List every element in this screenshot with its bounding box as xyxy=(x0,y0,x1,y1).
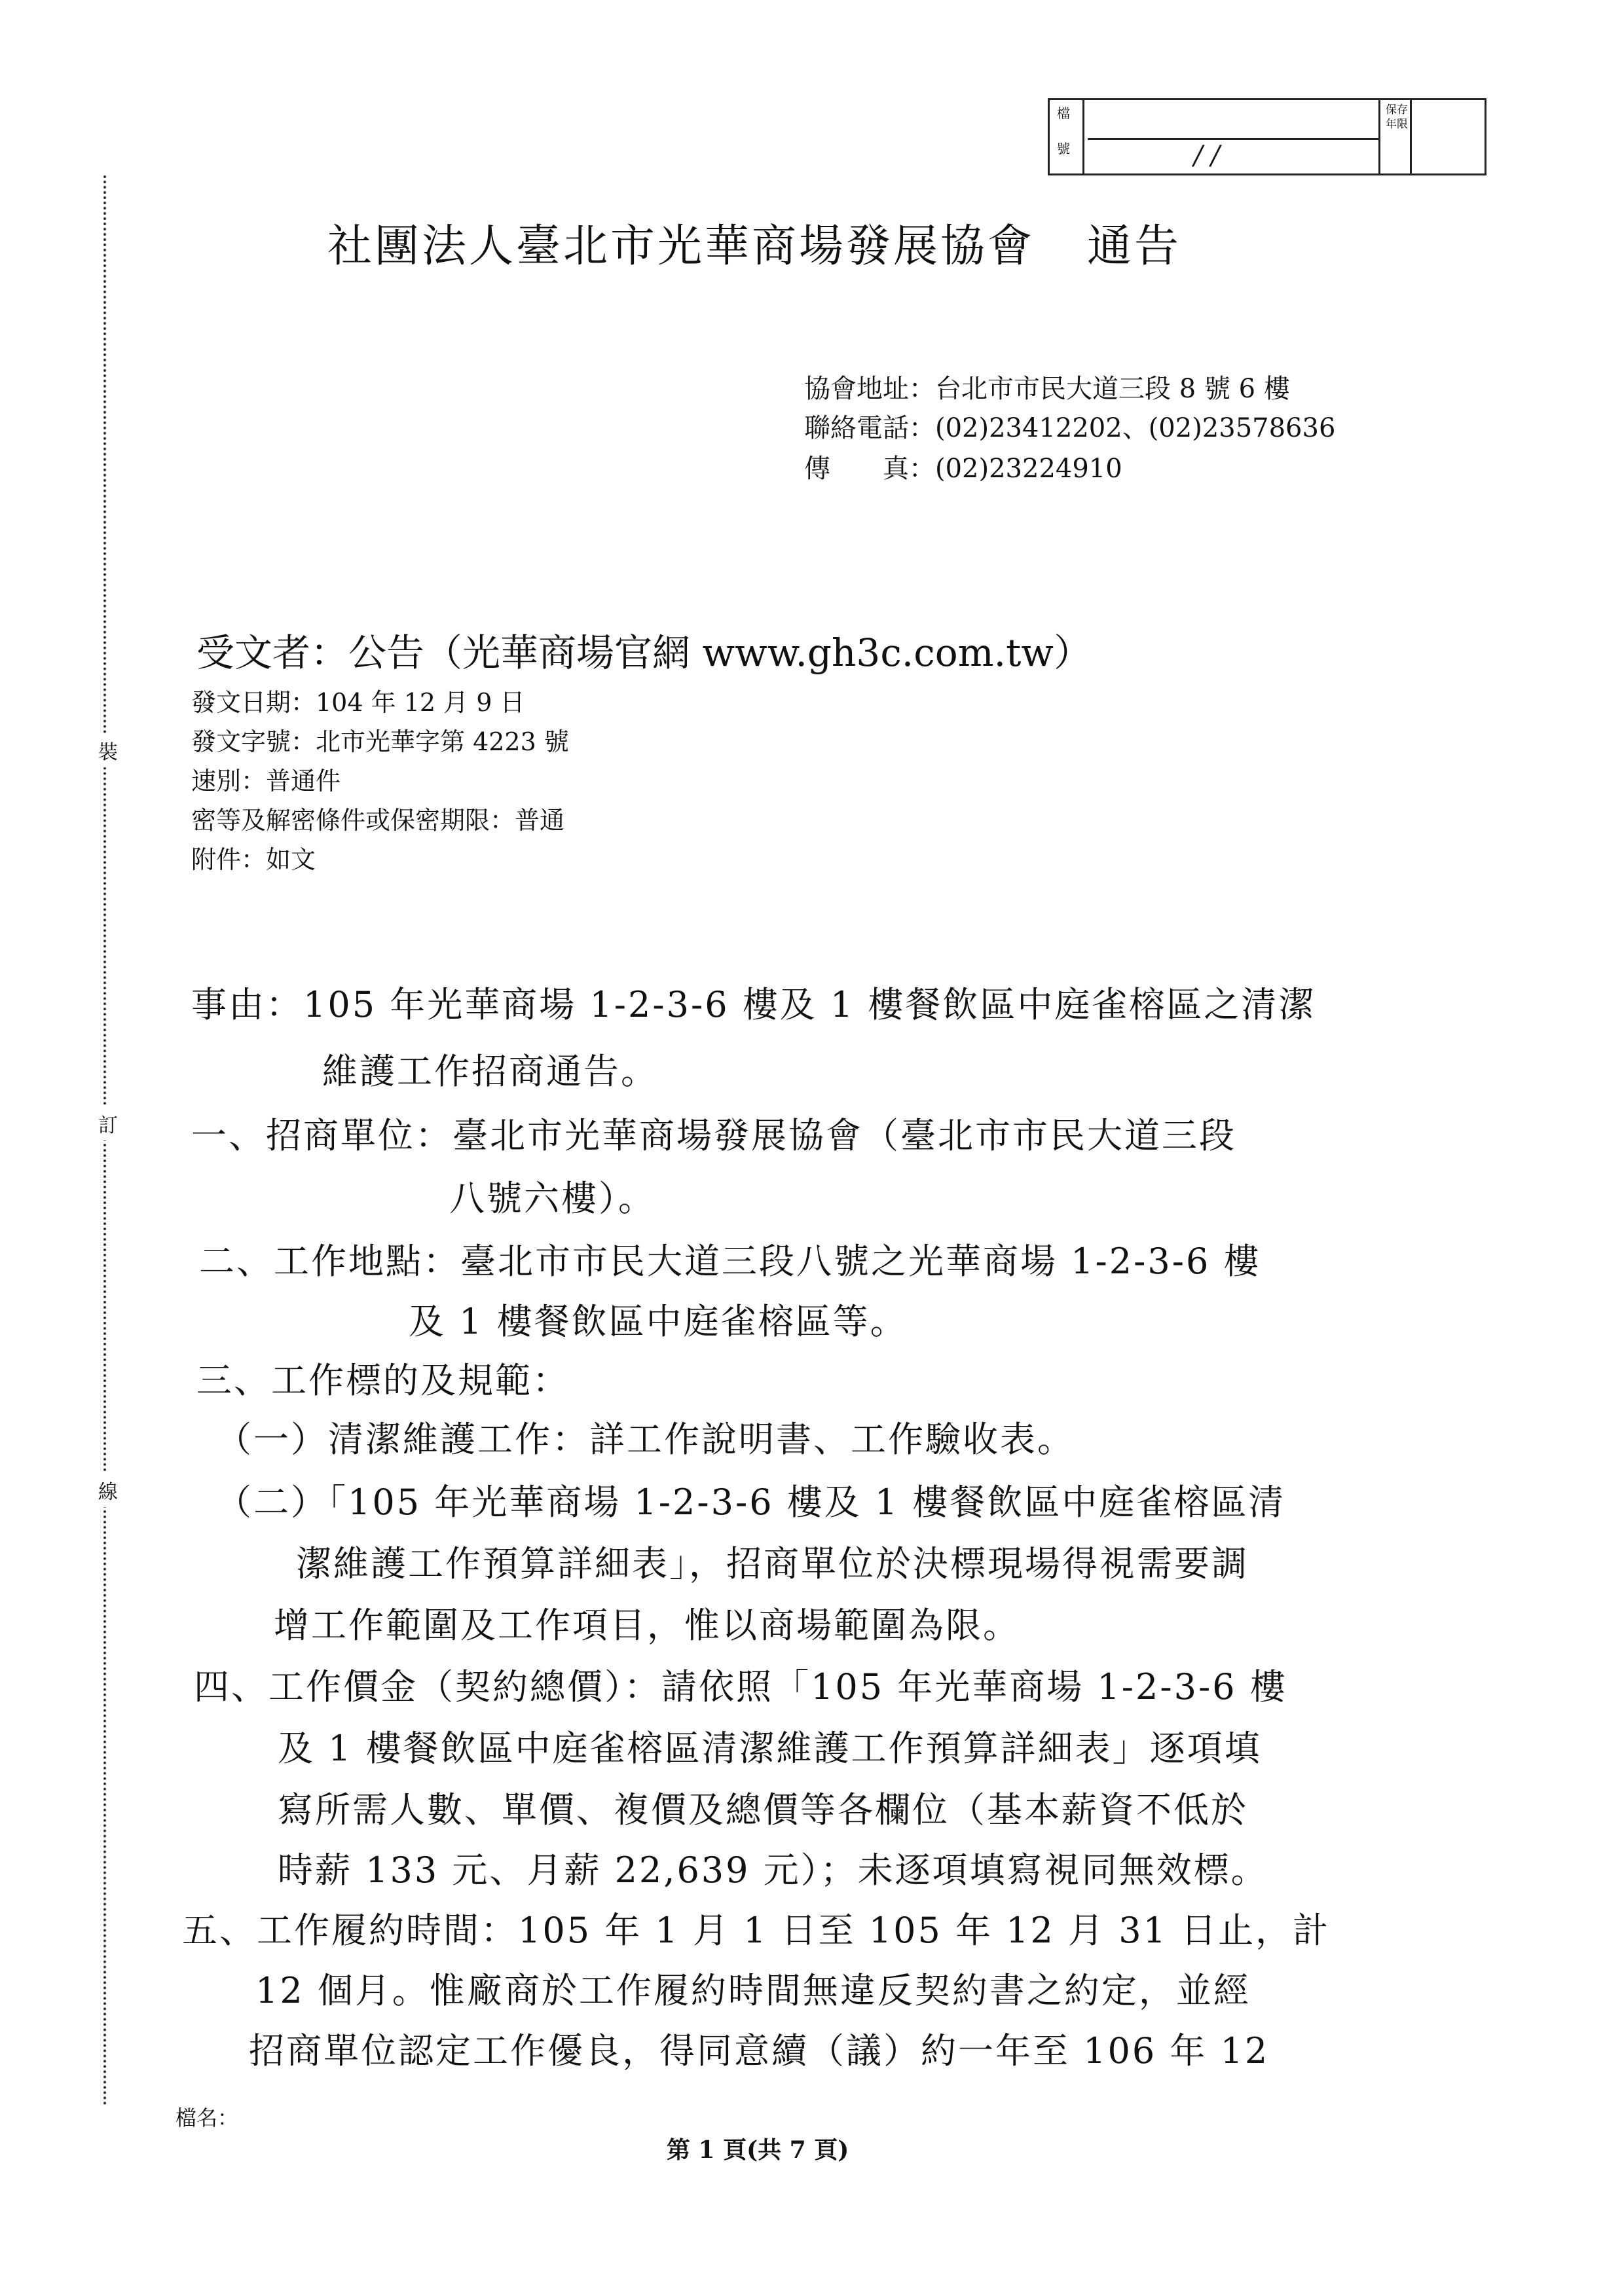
subject-line: 事由：105 年光華商場 1-2-3-6 樓及 1 樓餐飲區中庭雀榕區之清潔 xyxy=(191,984,1316,1025)
file-name-label: 檔名： xyxy=(175,2105,239,2130)
binding-mark: 線 xyxy=(98,1473,118,1507)
binding-line xyxy=(103,175,106,2107)
body-item-3b: 增工作範圍及工作項目，惟以商場範圍為限。 xyxy=(274,1605,1020,1646)
body-item-5: 五、工作履約時間：105 年 1 月 1 日至 105 年 12 月 31 日止，計 xyxy=(182,1910,1331,1951)
body-item-4: 時薪 133 元、月薪 22,639 元）；未逐項填寫視同無效標。 xyxy=(278,1850,1268,1891)
archive-date-slashes: / / xyxy=(1194,141,1220,171)
secrecy-level: 密等及解密條件或保密期限：普通 xyxy=(191,806,565,835)
file-no-label: 檔 號 xyxy=(1057,105,1070,156)
binding-mark: 訂 xyxy=(98,1106,118,1140)
recipient: 受文者：公告（光華商場官網 www.gh3c.com.tw） xyxy=(196,630,1092,675)
contact-fax: 傳 真：(02)23224910 xyxy=(804,454,1122,484)
body-item-2: 及 1 樓餐飲區中庭雀榕區等。 xyxy=(409,1301,908,1342)
body-item-4: 寫所需人數、單價、複價及總價等各欄位（基本薪資不低於 xyxy=(278,1789,1248,1831)
retention-label: 保存年限 xyxy=(1386,103,1408,131)
attachment: 附件：如文 xyxy=(191,845,316,874)
body-item-3: 三、工作標的及規範： xyxy=(196,1360,570,1401)
body-item-5: 招商單位認定工作優良，得同意續（議）約一年至 106 年 12 xyxy=(249,2030,1270,2071)
body-item-5: 12 個月。惟廠商於工作履約時間無違反契約書之約定，並經 xyxy=(255,1970,1251,2011)
document-title xyxy=(327,211,1181,274)
archive-divider xyxy=(1082,100,1084,173)
archive-divider xyxy=(1410,100,1412,173)
body-item-3b: 潔維護工作預算詳細表」，招商單位於決標現場得視需要調 xyxy=(296,1543,1249,1584)
contact-phone: 聯絡電話：(02)23412202、(02)23578636 xyxy=(804,413,1336,443)
body-item-4: 四、工作價金（契約總價）：請依照「105 年光華商場 1-2-3-6 樓 xyxy=(194,1666,1287,1707)
body-item-4: 及 1 樓餐飲區中庭雀榕區清潔維護工作預算詳細表」逐項填 xyxy=(278,1728,1262,1769)
archive-divider xyxy=(1378,100,1380,173)
title-suffix: 通告 xyxy=(1087,221,1182,272)
reference-number: 發文字號：北市光華字第 4223 號 xyxy=(191,727,569,756)
binding-mark: 裝 xyxy=(98,733,118,767)
page-number: 第 1 頁(共 7 頁) xyxy=(667,2136,849,2164)
body-item-3a: （一）清潔維護工作：詳工作說明書、工作驗收表。 xyxy=(216,1419,1075,1460)
issue-date: 發文日期：104 年 12 月 9 日 xyxy=(191,688,525,717)
archive-divider-h xyxy=(1088,138,1380,140)
title-org: 社團法人臺北市光華商場發展協會 xyxy=(327,221,1035,272)
body-item-1: 八號六樓）。 xyxy=(449,1178,655,1219)
subject-line: 維護工作招商通告。 xyxy=(322,1051,658,1092)
body-item-1: 一、招商單位：臺北市光華商場發展協會（臺北市市民大道三段 xyxy=(191,1115,1236,1156)
contact-address: 協會地址：台北市市民大道三段 8 號 6 樓 xyxy=(804,374,1290,404)
delivery-speed: 速別：普通件 xyxy=(191,767,341,795)
archive-box xyxy=(1048,98,1486,175)
body-item-2: 二、工作地點：臺北市市民大道三段八號之光華商場 1-2-3-6 樓 xyxy=(199,1241,1261,1282)
body-item-3b: （二）「105 年光華商場 1-2-3-6 樓及 1 樓餐飲區中庭雀榕區清 xyxy=(216,1482,1286,1523)
